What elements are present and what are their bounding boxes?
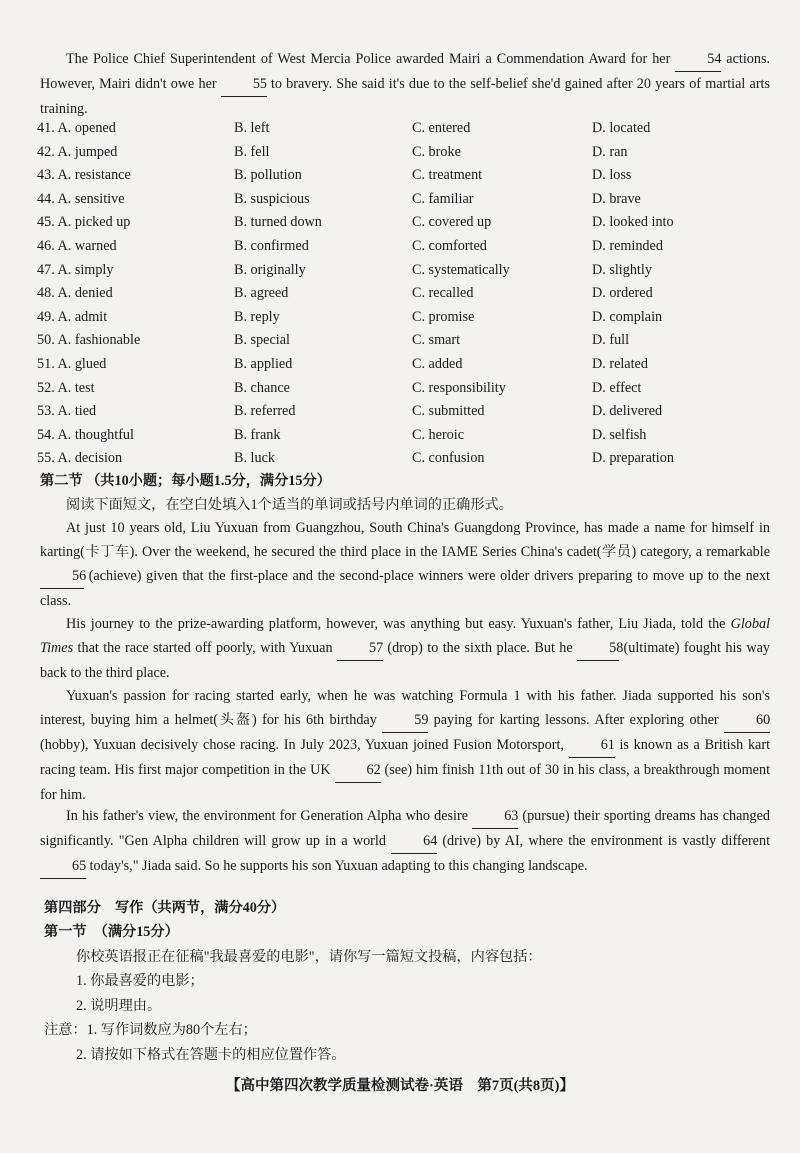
option-a [37, 353, 106, 377]
passage-paragraph-4 [40, 804, 770, 879]
option-d: D. selfish [592, 426, 647, 443]
intro-text-3: to bravery. She said it's due to the self-belief she'd gained after 20 years of martial arts training. [40, 76, 771, 117]
option-b: B. turned down [234, 214, 322, 231]
option-c: C. covered up [412, 214, 492, 231]
option-b: B. fell [234, 143, 270, 160]
option-a [37, 329, 140, 353]
option-row [37, 306, 777, 330]
p4-text-d: today's," Jiada said. So he supports his son Yuxuan adapting to this changing landscape. [89, 858, 588, 874]
option-row [37, 235, 777, 259]
blank-54: 54 [675, 47, 721, 72]
option-row [37, 353, 777, 377]
option-a-text: A. tied [57, 403, 97, 420]
option-b: B. left [234, 120, 270, 136]
option-d: D. located [592, 120, 651, 136]
p2-text-c: (drop) to the sixth place. But he [387, 640, 573, 656]
option-row [37, 377, 777, 401]
question-number: 48. [37, 285, 55, 302]
passage-paragraph-2 [40, 612, 770, 685]
writing-item-1: 1. 你最喜爱的电影； [76, 973, 204, 989]
option-d: D. ordered [592, 285, 653, 302]
option-b: B. frank [234, 426, 281, 443]
blank-65: 65 [40, 854, 86, 879]
question-number: 47. [37, 261, 55, 278]
option-a [37, 377, 95, 401]
option-b: B. suspicious [234, 190, 310, 207]
page-footer: 【高中第四次教学质量检测试卷·英语 第7页(共8页)】 [226, 1078, 574, 1094]
p1-text-b: (achieve) given that the first-place and the second-place winners were older drivers preparing to move up to the next class. [40, 568, 771, 609]
option-c: C. familiar [412, 190, 474, 207]
option-a [37, 400, 96, 424]
blank-58: 58 [577, 636, 619, 661]
option-d: D. ran [592, 143, 628, 160]
question-number: 44. [37, 190, 55, 207]
question-number: 49. [37, 308, 55, 325]
p4-text-c: (drive) by AI, where the environment is vastly different [442, 833, 771, 849]
option-row [37, 447, 777, 471]
p3-text-b: paying for karting lessons. After exploring other [433, 712, 719, 728]
option-c: C. promise [412, 308, 475, 325]
question-number: 41. [37, 120, 55, 136]
question-number: 45. [37, 214, 55, 231]
question-number: 51. [37, 355, 55, 372]
option-d: D. preparation [592, 450, 674, 467]
option-a-text: A. admit [57, 308, 108, 325]
blank-64: 64 [391, 829, 437, 854]
option-a [37, 282, 113, 306]
blank-63: 63 [472, 804, 518, 829]
option-b: B. agreed [234, 285, 289, 302]
question-number: 53. [37, 403, 55, 420]
option-a-text: A. jumped [57, 143, 118, 160]
passage-paragraph-1 [40, 516, 770, 613]
option-a [37, 447, 122, 471]
p2-text-d: (ultimate) fought his way back to the third place. [40, 640, 770, 681]
option-a-text: A. fashionable [57, 332, 141, 349]
passage-paragraph-3 [40, 684, 770, 807]
option-d: D. delivered [592, 403, 663, 420]
question-number: 50. [37, 332, 55, 349]
option-c: C. comforted [412, 237, 487, 254]
option-a [37, 117, 116, 141]
option-b: B. originally [234, 261, 306, 278]
blank-62: 62 [335, 758, 381, 783]
option-a-text: A. opened [57, 120, 116, 136]
question-number: 42. [37, 143, 55, 160]
writing-note-2: 2. 请按如下格式在答题卡的相应位置作答。 [76, 1047, 346, 1063]
part4-section1: 第一节 （满分15分） [44, 924, 179, 940]
option-c: C. broke [412, 143, 461, 160]
option-row [37, 259, 777, 283]
option-b: B. chance [234, 379, 290, 396]
option-c: C. recalled [412, 285, 474, 302]
newspaper-name: Global Times [40, 616, 771, 656]
blank-60: 60 [724, 708, 770, 733]
p3-text-c: (hobby), Yuxuan decisively chose racing. In July 2023, Yuxuan joined Fusion Motorsport, [40, 737, 564, 753]
option-d: D. reminded [592, 237, 663, 254]
option-c: C. responsibility [412, 379, 506, 396]
blank-59: 59 [382, 708, 428, 733]
options-table [37, 117, 777, 471]
option-a-text: A. glued [57, 355, 107, 372]
question-number: 55. [37, 450, 55, 467]
option-d: D. effect [592, 379, 642, 396]
option-c: C. confusion [412, 450, 485, 467]
p1-text-a: At just 10 years old, Liu Yuxuan from Guangzhou, South China's Guangdong Province, has made a name for himself in karting(卡丁车). Over the weekend, he secured the third place in the IAME Series China's cadet(学员) category, a remarkable [40, 520, 770, 560]
option-a [37, 211, 130, 235]
option-d: D. looked into [592, 214, 674, 231]
option-row [37, 117, 777, 141]
option-b: B. confirmed [234, 237, 309, 254]
question-number: 54. [37, 426, 55, 443]
option-d: D. loss [592, 167, 632, 184]
option-d: D. complain [592, 308, 663, 325]
part4-heading: 第四部分 写作（共两节，满分40分） [44, 900, 286, 916]
option-b: B. referred [234, 403, 296, 420]
option-a [37, 235, 117, 259]
option-c: C. smart [412, 332, 461, 349]
blank-57: 57 [337, 636, 383, 661]
option-b: B. pollution [234, 167, 302, 184]
section2-instruction: 阅读下面短文，在空白处填入1个适当的单词或括号内单词的正确形式。 [66, 497, 513, 513]
blank-61: 61 [569, 733, 615, 758]
p2-text-b: that the race started off poorly, with Yuxuan [77, 640, 333, 656]
option-row [37, 164, 777, 188]
option-a [37, 141, 117, 165]
p4-text-a: In his father's view, the environment for Generation Alpha who desire [66, 808, 469, 824]
option-d: D. related [592, 355, 648, 372]
blank-55: 55 [221, 72, 267, 97]
option-a-text: A. denied [57, 285, 113, 302]
option-a [37, 188, 125, 212]
p4-text-b: (pursue) their sporting dreams has changed significantly. "Gen Alpha children will grow up in a world [40, 808, 771, 849]
option-row [37, 424, 777, 448]
option-c: C. added [412, 355, 463, 372]
p2-text-a: His journey to the prize-awarding platform, however, was anything but easy. Yuxuan's father, Liu Jiada, told the [66, 616, 726, 632]
option-a [37, 306, 107, 330]
option-row [37, 188, 777, 212]
option-a-text: A. thoughtful [57, 426, 134, 443]
option-a-text: A. resistance [57, 167, 131, 184]
option-b: B. luck [234, 450, 275, 467]
writing-note-1: 注意：1. 写作词数应为80个左右； [44, 1022, 257, 1038]
writing-prompt: 你校英语报正在征稿"我最喜爱的电影"，请你写一篇短文投稿，内容包括： [76, 949, 542, 965]
option-a [37, 424, 134, 448]
intro-text-2: actions. However, Mairi didn't owe her [40, 51, 771, 92]
option-c: C. heroic [412, 426, 465, 443]
option-d: D. brave [592, 190, 641, 207]
question-number: 43. [37, 167, 55, 184]
option-row [37, 141, 777, 165]
option-a-text: A. picked up [57, 214, 131, 231]
option-row [37, 329, 777, 353]
option-row [37, 282, 777, 306]
option-a-text: A. test [57, 379, 95, 396]
intro-paragraph [40, 47, 770, 121]
p3-text-a: Yuxuan's passion for racing started early, when he was watching Formula 1 with his father. Jiada supported his son's interest, buying him a helmet(头盔) for his 6th birthday [40, 688, 770, 728]
option-row [37, 400, 777, 424]
option-c: C. treatment [412, 167, 483, 184]
option-b: B. reply [234, 308, 280, 325]
writing-item-2: 2. 说明理由。 [76, 998, 162, 1014]
option-row [37, 211, 777, 235]
option-a-text: A. simply [57, 261, 114, 278]
option-a [37, 259, 113, 283]
option-a-text: A. warned [57, 237, 117, 254]
blank-56: 56 [40, 564, 84, 589]
option-a [37, 164, 131, 188]
question-number: 46. [37, 237, 55, 254]
intro-text-1: The Police Chief Superintendent of West Mercia Police awarded Mairi a Commendation Award for her [66, 51, 671, 67]
option-a-text: A. sensitive [57, 190, 125, 207]
option-c: C. systematically [412, 261, 510, 278]
option-c: C. entered [412, 120, 471, 136]
option-b: B. applied [234, 355, 293, 372]
section2-heading: 第二节 （共10小题；每小题1.5分，满分15分） [40, 473, 331, 489]
p3-text-d: is known as a British kart racing team. His first major competition in the UK [40, 737, 771, 778]
option-d: D. slightly [592, 261, 652, 278]
option-d: D. full [592, 332, 630, 349]
question-number: 52. [37, 379, 55, 396]
option-a-text: A. decision [57, 450, 123, 467]
p3-text-e: (see) him finish 11th out of 30 in his class, a breakthrough moment for him. [40, 762, 771, 803]
option-c: C. submitted [412, 403, 485, 420]
option-b: B. special [234, 332, 290, 349]
